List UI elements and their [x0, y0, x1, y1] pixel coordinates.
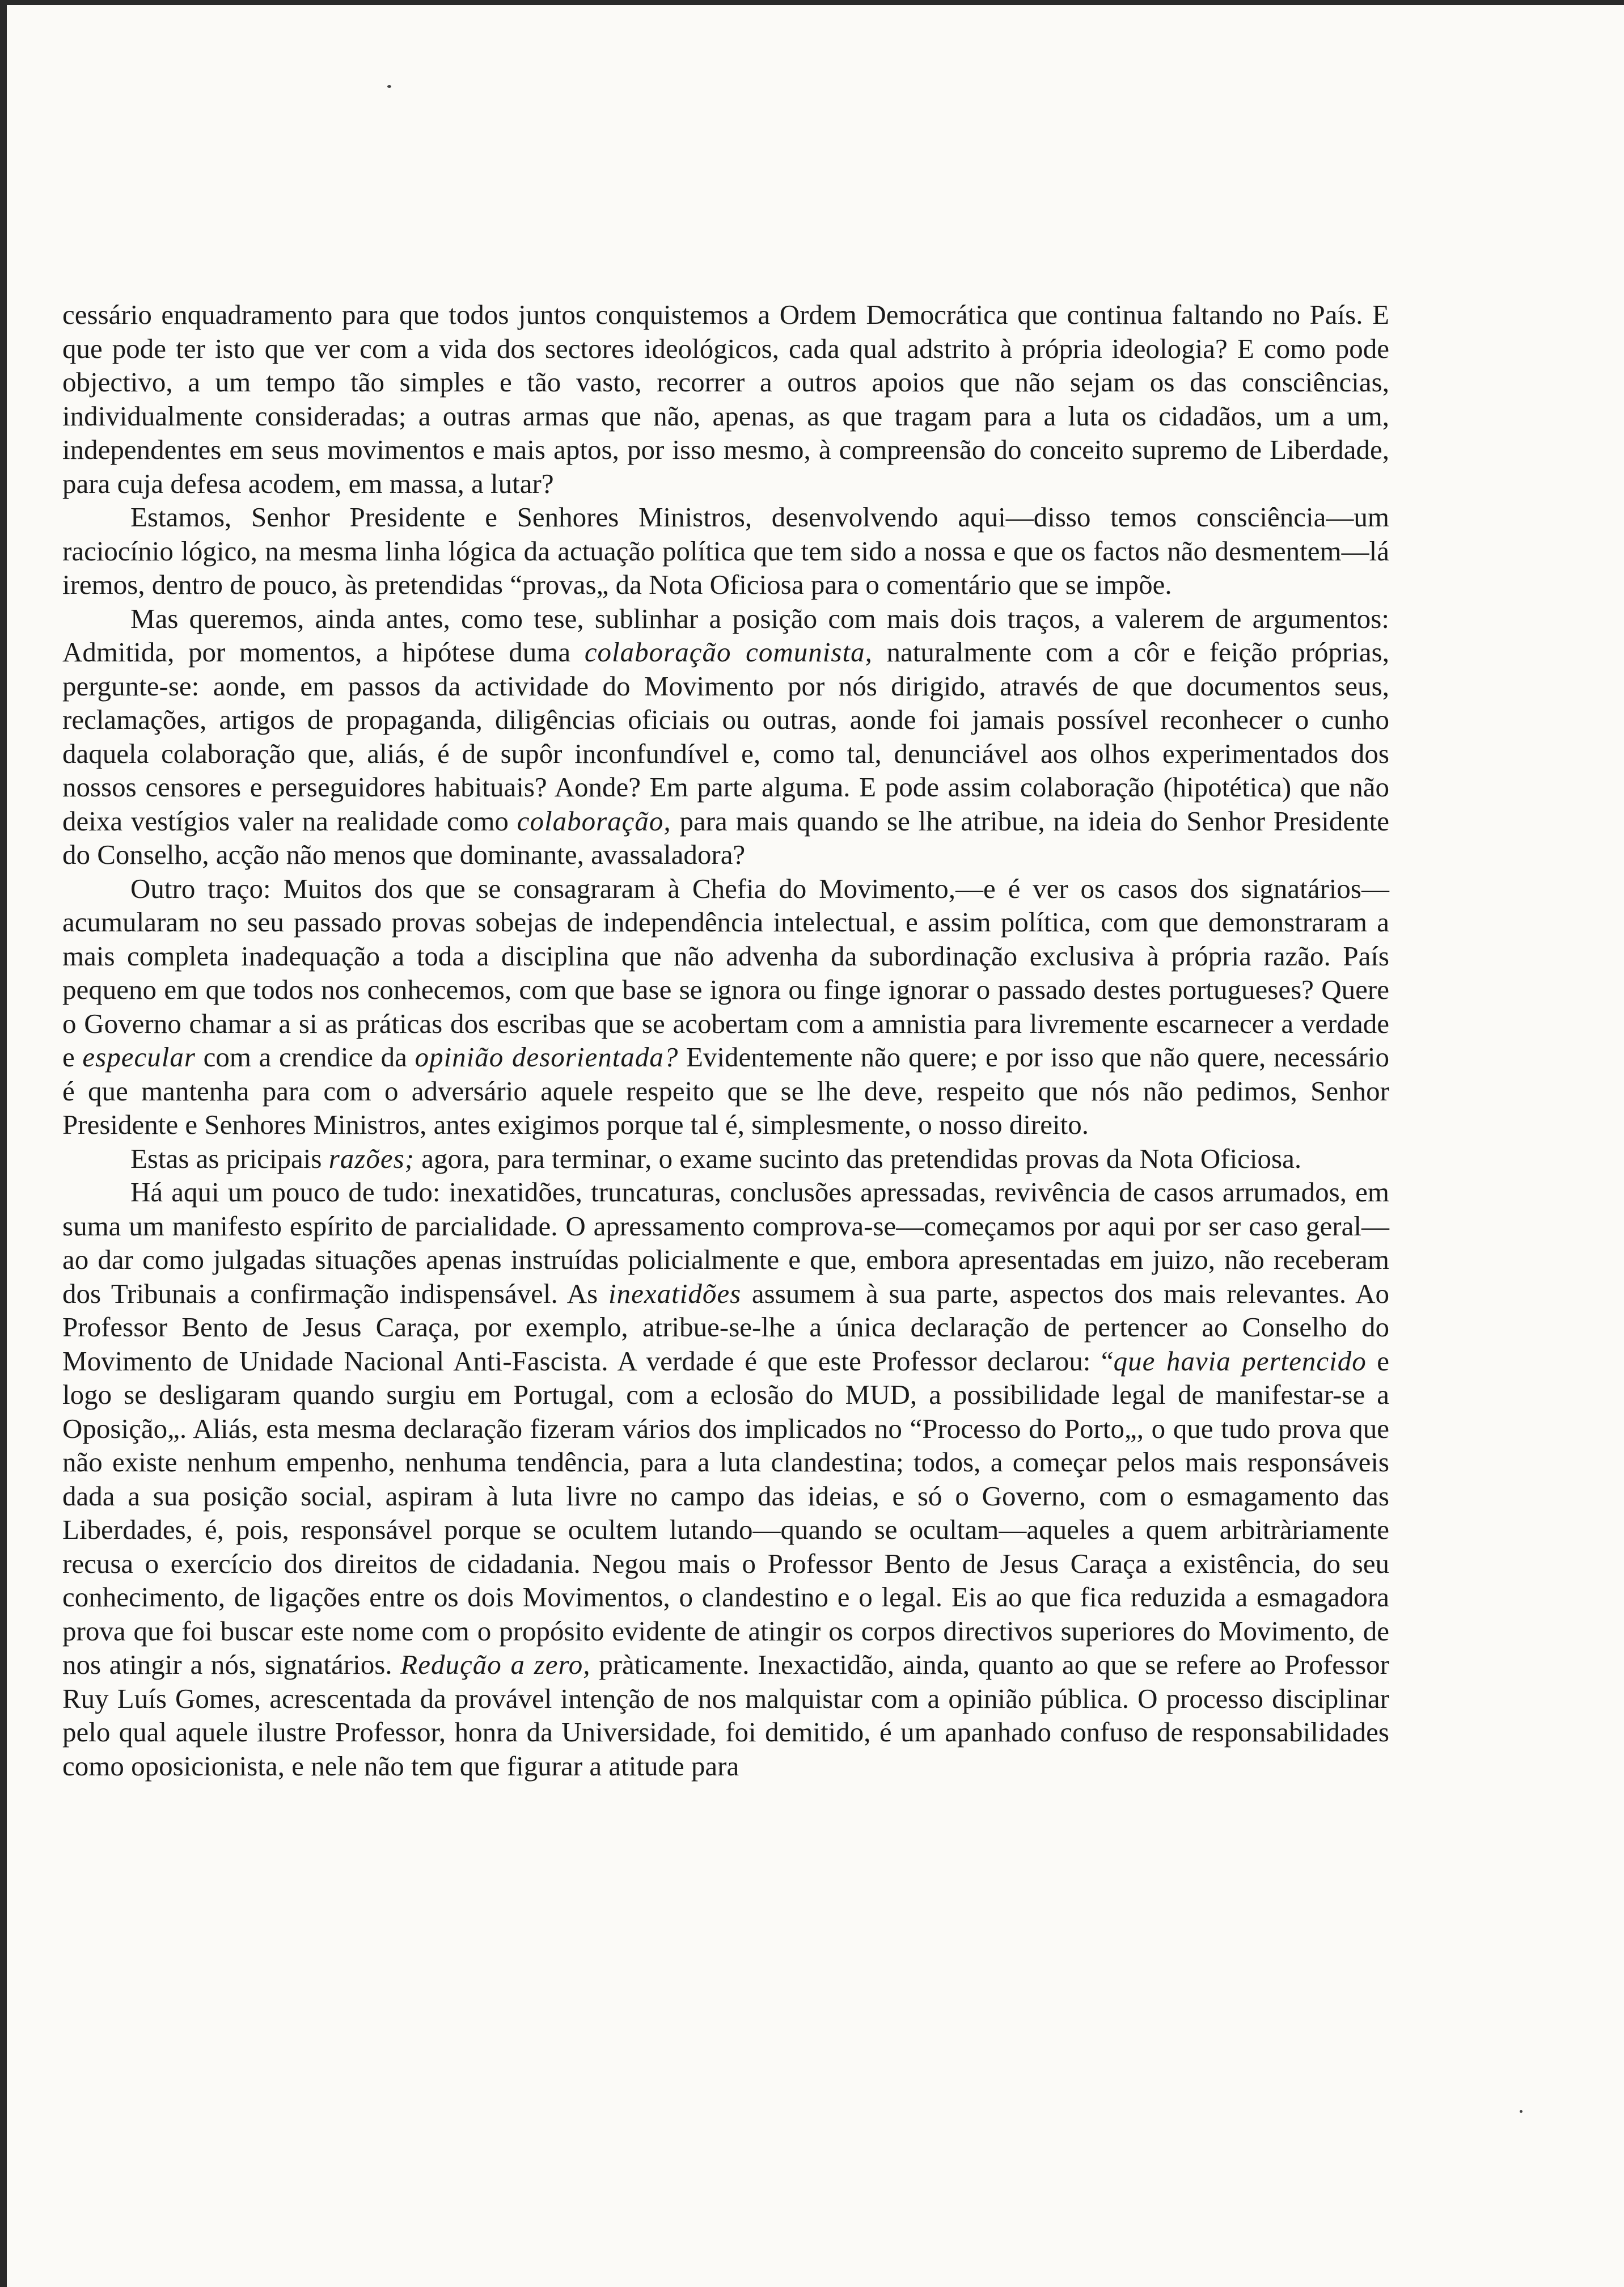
document-page: [62, 298, 1389, 1783]
text-run: Mas queremos, ainda antes, como tese, sublinhar a posição com mais dois traços, a valerem de argumentos: Admitida, por momentos, a hipótese duma: [62, 602, 1389, 668]
emphasis-text: inexatidões: [608, 1277, 742, 1309]
text-run: com a crendice da: [195, 1041, 415, 1073]
body-paragraph: [62, 298, 1389, 500]
emphasis-text: colaboração,: [517, 805, 671, 837]
scan-speck: [387, 85, 391, 88]
text-run: cessário enquadramento para que todos juntos conquistemos a Ordem Democrática que continua faltando no País. E que pode ter isto que ver com a vida dos sectores ideológicos, cada qual adstrito à própria ideologia? E como pode objectivo, a um tempo tão simples e tão vasto, recorrer a outros apoios que não sejam os das consciências, individualmente consideradas; a outras armas que não, apenas, as que tragam para a luta os cidadãos, um a um, independentes em seus movimentos e mais aptos, por isso mesmo, à compreensão do conceito supremo de Liberdade, para cuja defesa acodem, em massa, a lutar?: [62, 299, 1389, 499]
body-paragraph: [62, 602, 1389, 872]
emphasis-text: razões;: [328, 1142, 415, 1174]
emphasis-text: Redução a zero,: [400, 1649, 591, 1680]
body-paragraph: [62, 872, 1389, 1142]
text-run: Evidentemente não quere; e por isso que não quere, necessário é que mantenha para com o adversário aquele respeito que se lhe deve, respeito que nós não pedimos, Senhor Presidente e Senhores Ministros, antes exigimos porque tal é, simplesmente, o nosso direito.: [62, 1041, 1390, 1140]
text-run: e logo se desligaram quando surgiu em Portugal, com a eclosão do MUD, a possibilidade legal de manifestar-se a Oposição„. Aliás, esta mesma declaração fizeram vários dos implicados no “Processo do Porto„, o que tudo prova que não existe nenhum empenho, nenhuma tendência, para a luta clandestina; todos, a começar pelos mais responsáveis dada a sua posição social, aspiram à luta livre no campo das ideias, e só o Governo, com o esmagamento das Liberdades, é, pois, responsável porque se ocultem lutando—quando se ocultam—aqueles a quem arbitràriamente recusa o exercício dos direitos de cidadania. Negou mais o Professor Bento de Jesus Caraça a existência, do seu conhecimento, de ligações entre os dois Movimentos, o clandestino e o legal. Eis ao que fica reduzida a esmagadora prova que foi buscar este nome com o propósito evidente de atingir os corpos directivos superiores do Movimento, de nos atingir a nós, signatários.: [62, 1345, 1390, 1680]
scan-edge-left: [0, 0, 7, 2287]
scan-edge-top: [0, 0, 1624, 5]
body-paragraph: [62, 500, 1389, 602]
text-run: Outro traço: Muitos dos que se consagraram à Chefia do Movimento,—e é ver os casos dos signatários—acumularam no seu passado provas sobejas de independência intelectual, e assim política, com que demonstraram a mais completa inadequação a toda a disciplina que não advenha da subordinação exclusiva à própria razão. País pequeno em que todos nos conhecemos, com que base se ignora ou finge ignorar o passado destes portugueses? Quere o Governo chamar a si as práticas dos escribas que se acobertam com a amnistia para livremente escarnecer a verdade e: [62, 872, 1389, 1073]
text-run: naturalmente com a côr e feição próprias, pergunte-se: aonde, em passos da actividade do Movimento por nós dirigido, através de que documentos seus, reclamações, artigos de propaganda, diligências oficiais ou outras, aonde foi jamais possível reconhecer o cunho daquela colaboração que, aliás, é de supôr inconfundível e, como tal, denunciável aos olhos experimentados dos nossos censores e perseguidores habituais? Aonde? Em parte alguma. E pode assim colaboração (hipotética) que não deixa vestígios valer na realidade como: [62, 636, 1389, 837]
emphasis-text: especular: [82, 1041, 196, 1073]
body-paragraph: [62, 1142, 1389, 1176]
text-run: Estas as pricipais: [130, 1142, 329, 1174]
emphasis-text: opinião desorientada?: [415, 1041, 679, 1073]
body-paragraph: [62, 1175, 1389, 1783]
text-run: agora, para terminar, o exame sucinto das pretendidas provas da Nota Oficiosa.: [415, 1142, 1302, 1174]
emphasis-text: que havia pertencido: [1113, 1345, 1367, 1377]
text-run: pràticamente. Inexactidão, ainda, quanto ao que se refere ao Professor Ruy Luís Gomes, acrescentada da provável intenção de nos malquistar com a opinião pública. O processo disciplinar pelo qual aquele ilustre Professor, honra da Universidade, foi demitido, é um apanhado confuso de responsabilidades como oposicionista, e nele não tem que figurar a atitude para: [62, 1649, 1389, 1782]
text-run: Há aqui um pouco de tudo: inexatidões, truncaturas, conclusões apressadas, revivência de casos arrumados, em suma um manifesto espírito de parcialidade. O apressamento comprova-se—começamos por aqui por ser caso geral—ao dar como julgadas situações apenas instruídas policialmente e que, embora apresentadas em juizo, não receberam dos Tribunais a confirmação indispensável. As: [62, 1176, 1389, 1309]
scan-speck: [1520, 2110, 1522, 2113]
text-run: assumem à sua parte, aspectos dos mais relevantes. Ao Professor Bento de Jesus Caraça, por exemplo, atribue-se-lhe a única declaração de pertencer ao Conselho do Movimento de Unidade Nacional Anti-Fascista. A verdade é que este Professor declarou: “: [62, 1277, 1389, 1377]
text-run: Estamos, Senhor Presidente e Senhores Ministros, desenvolvendo aqui—disso temos consciência—um raciocínio lógico, na mesma linha lógica da actuação política que tem sido a nossa e que os factos não desmentem—lá iremos, dentro de pouco, às pretendidas “provas„ da Nota Oficiosa para o comentário que se impõe.: [62, 501, 1389, 600]
emphasis-text: colaboração comunista,: [584, 636, 873, 668]
text-run: para mais quando se lhe atribue, na ideia do Senhor Presidente do Conselho, acção não menos que dominante, avassaladora?: [62, 805, 1390, 870]
